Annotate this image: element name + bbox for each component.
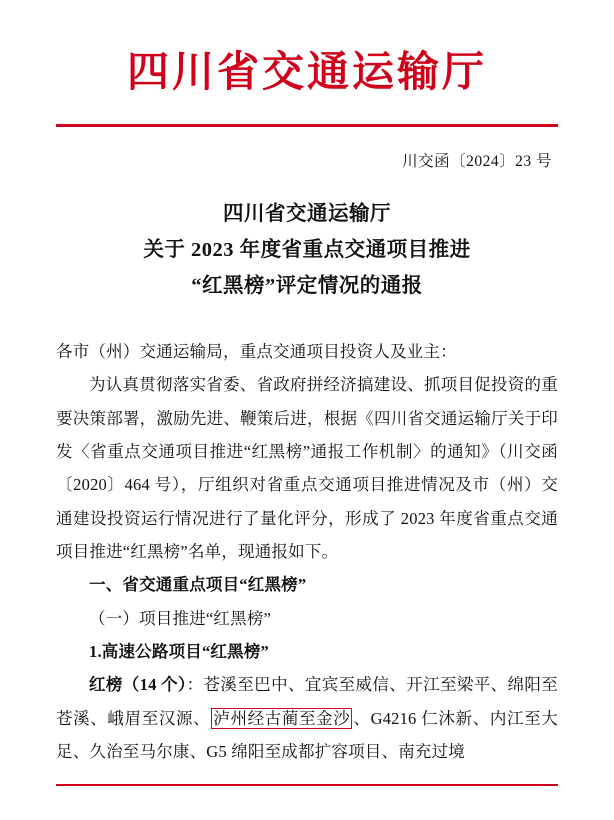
document-title bbox=[56, 197, 558, 305]
paragraph-1: 为认真贯彻落实省委、省政府拼经济搞建设、抓项目促投资的重要决策部署，激励先进、鞭策后进，根据《四川省交通运输厅关于印发〈省重点交通项目推进“红黑榜”通报工作机制〉的通知》（川交函〔2020〕464 号），厅组织对省重点交通项目推进情况及市（州）交通建设投资运行情况进行了量化评分，形成了 2023 年度省重点交通项目推进“红黑榜”名单，现通报如下。 bbox=[56, 375, 558, 561]
footer-divider-wrap bbox=[56, 784, 558, 786]
masthead-divider bbox=[56, 124, 558, 127]
redlist-highlighted-project[interactable]: 泸州经古蔺至金沙 bbox=[213, 708, 351, 728]
subsection-heading-1: （一）项目推进“红黑榜” bbox=[89, 608, 272, 628]
document-title-line-3: “红黑榜”评定情况的通报 bbox=[191, 275, 423, 298]
section-heading-1: 一、省交通重点项目“红黑榜” bbox=[89, 575, 307, 595]
footer-divider bbox=[56, 784, 558, 786]
document-title-line-2: 关于 2023 年度省重点交通项目推进 bbox=[143, 239, 471, 262]
masthead-title: 四川省交通运输厅 bbox=[126, 50, 487, 96]
redlist-label: 红榜（14 个） bbox=[89, 675, 187, 695]
item-heading-1: 1.高速公路项目“红黑榜” bbox=[89, 641, 269, 661]
document-title-line-1: 四川省交通运输厅 bbox=[223, 203, 391, 226]
redlist-prefix: ：苍溪至巴中、宜宾至威信、开江至梁平、绵阳至苍溪、峨眉至汉源、 bbox=[56, 675, 558, 728]
redlist-paragraph bbox=[56, 668, 558, 768]
document-body bbox=[56, 335, 558, 768]
redlist-suffix: 、G4216 仁沐新、内江至大足、久治至马尔康、G5 绵阳至成都扩容项目、南充过境 bbox=[56, 708, 558, 761]
document-number: 川交函〔2024〕23 号 bbox=[402, 153, 552, 171]
salutation: 各市（州）交通运输局，重点交通项目投资人及业主： bbox=[56, 342, 457, 362]
masthead bbox=[56, 0, 558, 98]
